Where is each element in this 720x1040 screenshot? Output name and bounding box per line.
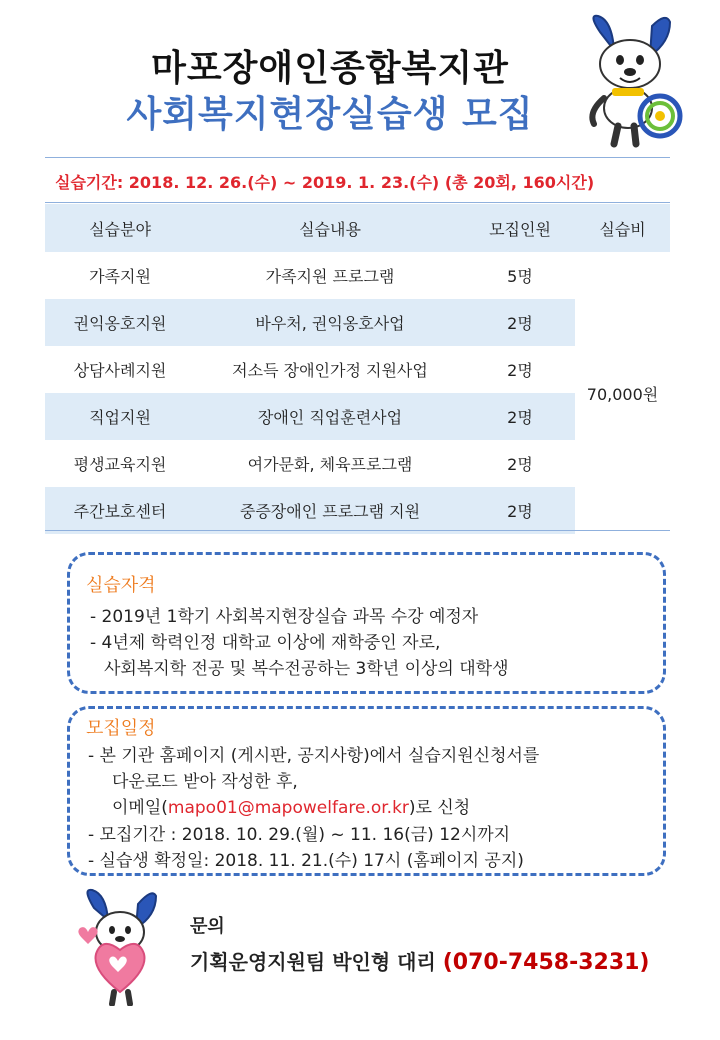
table-cell-count: 2명 bbox=[507, 455, 533, 474]
table-cell-field: 직업지원 bbox=[45, 393, 195, 440]
mascot-dog-wheelchair-icon bbox=[570, 12, 690, 152]
practice-period: 실습기간: 2018. 12. 26.(수) ~ 2019. 1. 23.(수) (총 20회, 160시간) bbox=[55, 173, 595, 192]
table-header-cell: 실습분야 bbox=[45, 204, 195, 252]
contact-phone[interactable]: (070-7458-3231) bbox=[442, 950, 650, 975]
schedule-line: - 모집기간 : 2018. 10. 29.(월) ~ 11. 16(금) 12시까지 bbox=[88, 825, 511, 845]
table-cell-content: 장애인 직업훈련사업 bbox=[195, 393, 465, 440]
schedule-email-suffix: )로 신청 bbox=[408, 798, 471, 818]
table-cell-field: 가족지원 bbox=[89, 267, 151, 286]
page-subtitle: 사회복지현장실습생 모집 bbox=[126, 94, 534, 135]
table-header-cell: 모집인원 bbox=[465, 204, 575, 252]
table-cell-content: 가족지원 프로그램 bbox=[265, 267, 395, 286]
schedule-email-link[interactable]: mapo01@mapowelfare.or.kr bbox=[167, 798, 409, 818]
divider-top bbox=[45, 157, 670, 158]
table-cell-content: 중증장애인 프로그램 지원 bbox=[195, 487, 465, 534]
schedule-line: 다운로드 받아 작성한 후, bbox=[112, 772, 298, 792]
table-cell-field: 권익옹호지원 bbox=[45, 299, 195, 346]
qualification-line: 사회복지학 전공 및 복수전공하는 3학년 이상의 대학생 bbox=[104, 659, 509, 679]
table-cell-field: 주간보호센터 bbox=[45, 487, 195, 534]
table-header-row bbox=[45, 204, 670, 252]
contact-line bbox=[190, 946, 650, 975]
qualification-line: - 2019년 1학기 사회복지현장실습 과목 수강 예정자 bbox=[90, 607, 479, 627]
divider-table-bottom bbox=[45, 530, 670, 531]
table-cell-fee: 70,000원 bbox=[575, 252, 670, 534]
schedule-title: 모집일정 bbox=[86, 718, 156, 739]
table-cell-field: 평생교육지원 bbox=[73, 455, 167, 474]
schedule-email-line bbox=[112, 793, 470, 818]
recruitment-table bbox=[45, 204, 670, 534]
divider-mid bbox=[45, 202, 670, 203]
contact-person: 기획운영지원팀 박인형 대리 bbox=[190, 950, 443, 974]
contact-title: 문의 bbox=[190, 916, 225, 937]
table-cell-content: 저소득 장애인가정 지원사업 bbox=[232, 361, 428, 380]
table-header-cell: 실습내용 bbox=[195, 204, 465, 252]
table-cell-count: 2명 bbox=[465, 487, 575, 534]
table-cell-content: 바우처, 권익옹호사업 bbox=[195, 299, 465, 346]
table-cell-count: 2명 bbox=[507, 361, 533, 380]
schedule-email-prefix: 이메일( bbox=[112, 798, 168, 818]
qualification-title: 실습자격 bbox=[86, 575, 156, 596]
table-cell-count: 2명 bbox=[465, 299, 575, 346]
mascot-dog-heart-icon bbox=[72, 888, 168, 1006]
table-cell-field: 상담사례지원 bbox=[73, 361, 167, 380]
qualification-line: - 4년제 학력인정 대학교 이상에 재학중인 자로, bbox=[90, 633, 441, 653]
table-header-cell: 실습비 bbox=[575, 204, 670, 252]
schedule-line: - 실습생 확정일: 2018. 11. 21.(수) 17시 (홈페이지 공지) bbox=[88, 851, 524, 871]
table-row bbox=[45, 252, 670, 299]
table-cell-count: 2명 bbox=[465, 393, 575, 440]
page-title: 마포장애인종합복지관 bbox=[151, 48, 509, 89]
table-cell-content: 여가문화, 체육프로그램 bbox=[247, 455, 413, 474]
schedule-line: - 본 기관 홈페이지 (게시판, 공지사항)에서 실습지원신청서를 bbox=[88, 746, 540, 766]
table-cell-count: 5명 bbox=[507, 267, 533, 286]
